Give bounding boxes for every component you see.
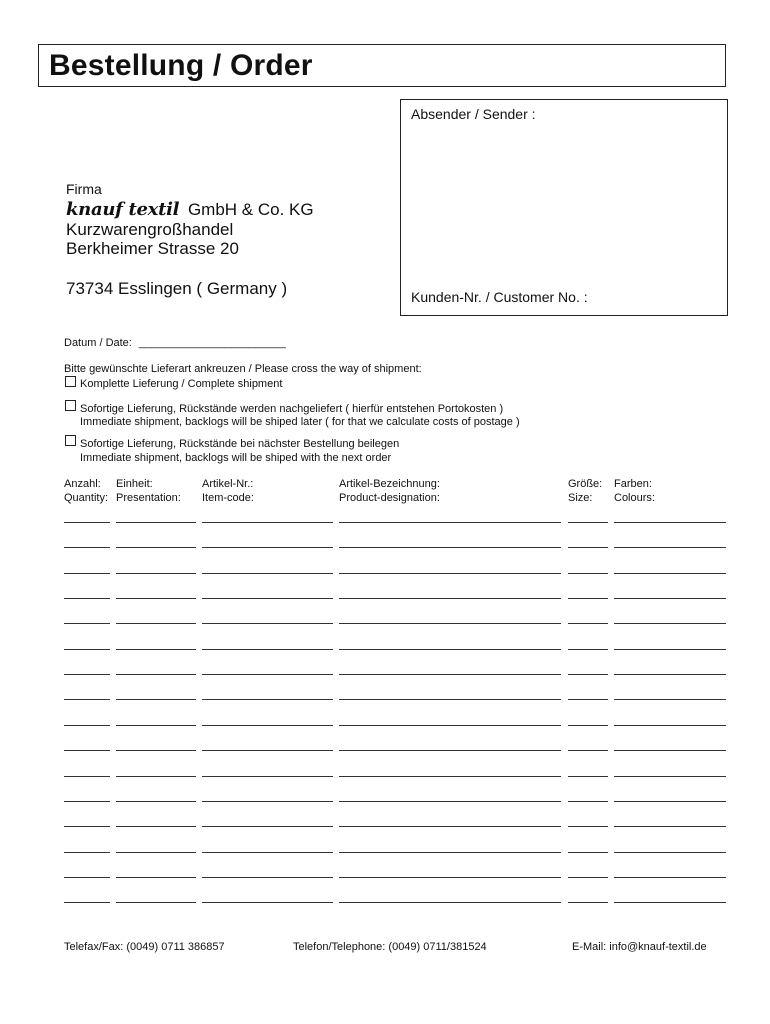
quantity-field[interactable] bbox=[64, 547, 110, 548]
presentation-field[interactable] bbox=[116, 902, 196, 903]
quantity-field[interactable] bbox=[64, 699, 110, 700]
shipment-instruction: Bitte gewünschte Lieferart ankreuzen / Please cross the way of shipment: bbox=[64, 363, 422, 375]
shipment-backlog-next-checkbox[interactable] bbox=[65, 435, 76, 446]
product-designation-field[interactable] bbox=[339, 547, 561, 548]
brand-logo: knauf textil bbox=[66, 199, 180, 220]
sender-label: Absender / Sender : bbox=[411, 106, 536, 122]
presentation-field[interactable] bbox=[116, 852, 196, 853]
footer-phone: Telefon/Telephone: (0049) 0711/381524 bbox=[293, 941, 487, 953]
quantity-field[interactable] bbox=[64, 573, 110, 574]
quantity-field[interactable] bbox=[64, 877, 110, 878]
item-code-field[interactable] bbox=[202, 902, 333, 903]
quantity-field[interactable] bbox=[64, 776, 110, 777]
shipment-option-backlog-later: Sofortige Lieferung, Rückstände werden nachgeliefert ( hierfür entstehen Portokosten ) bbox=[80, 403, 504, 415]
shipment-option-complete: Komplette Lieferung / Complete shipment bbox=[80, 378, 283, 390]
presentation-field[interactable] bbox=[116, 547, 196, 548]
shipment-option-backlog-next-en: Immediate shipment, backlogs will be shiped with the next order bbox=[80, 452, 392, 464]
customer-number-label: Kunden-Nr. / Customer No. : bbox=[411, 289, 588, 305]
item-code-field[interactable] bbox=[202, 877, 333, 878]
colours-field[interactable] bbox=[614, 725, 726, 726]
quantity-field[interactable] bbox=[64, 750, 110, 751]
order-line-row bbox=[0, 649, 770, 651]
size-field[interactable] bbox=[568, 852, 608, 853]
product-designation-field[interactable] bbox=[339, 725, 561, 726]
size-field[interactable] bbox=[568, 522, 608, 523]
colours-field[interactable] bbox=[614, 852, 726, 853]
quantity-field[interactable] bbox=[64, 598, 110, 599]
size-field[interactable] bbox=[568, 623, 608, 624]
colours-field[interactable] bbox=[614, 776, 726, 777]
product-designation-field[interactable] bbox=[339, 674, 561, 675]
colours-field[interactable] bbox=[614, 877, 726, 878]
colours-field[interactable] bbox=[614, 573, 726, 574]
order-line-row bbox=[0, 902, 770, 904]
company-city: 73734 Esslingen ( Germany ) bbox=[66, 279, 288, 298]
presentation-field[interactable] bbox=[116, 801, 196, 802]
order-line-row bbox=[0, 776, 770, 778]
order-line-row bbox=[0, 522, 770, 524]
presentation-field[interactable] bbox=[116, 699, 196, 700]
item-code-field[interactable] bbox=[202, 801, 333, 802]
size-field[interactable] bbox=[568, 598, 608, 599]
quantity-field[interactable] bbox=[64, 725, 110, 726]
presentation-field[interactable] bbox=[116, 750, 196, 751]
presentation-field[interactable] bbox=[116, 826, 196, 827]
item-code-field[interactable] bbox=[202, 547, 333, 548]
column-header-product-designation: Artikel-Bezeichnung: Product-designation: bbox=[339, 478, 440, 504]
item-code-field[interactable] bbox=[202, 623, 333, 624]
colours-field[interactable] bbox=[614, 902, 726, 903]
product-designation-field[interactable] bbox=[339, 573, 561, 574]
quantity-field[interactable] bbox=[64, 852, 110, 853]
order-line-row bbox=[0, 623, 770, 625]
company-legal-form: GmbH & Co. KG bbox=[187, 200, 314, 219]
quantity-field[interactable] bbox=[64, 649, 110, 650]
size-field[interactable] bbox=[568, 674, 608, 675]
size-field[interactable] bbox=[568, 649, 608, 650]
size-field[interactable] bbox=[568, 826, 608, 827]
item-code-field[interactable] bbox=[202, 826, 333, 827]
colours-field[interactable] bbox=[614, 699, 726, 700]
order-line-row bbox=[0, 826, 770, 828]
item-code-field[interactable] bbox=[202, 852, 333, 853]
product-designation-field[interactable] bbox=[339, 699, 561, 700]
item-code-field[interactable] bbox=[202, 776, 333, 777]
shipment-complete-checkbox[interactable] bbox=[65, 376, 76, 387]
date-label: Datum / Date: bbox=[64, 337, 132, 349]
product-designation-field[interactable] bbox=[339, 877, 561, 878]
item-code-field[interactable] bbox=[202, 699, 333, 700]
product-designation-field[interactable] bbox=[339, 598, 561, 599]
company-line2: Kurzwarengroßhandel bbox=[66, 220, 234, 239]
presentation-field[interactable] bbox=[116, 877, 196, 878]
presentation-field[interactable] bbox=[116, 649, 196, 650]
colours-field[interactable] bbox=[614, 547, 726, 548]
colours-field[interactable] bbox=[614, 674, 726, 675]
product-designation-field[interactable] bbox=[339, 776, 561, 777]
size-field[interactable] bbox=[568, 725, 608, 726]
size-field[interactable] bbox=[568, 547, 608, 548]
product-designation-field[interactable] bbox=[339, 801, 561, 802]
shipment-option-backlog-next: Sofortige Lieferung, Rückstände bei nächster Bestellung beilegen bbox=[80, 438, 400, 450]
size-field[interactable] bbox=[568, 699, 608, 700]
size-field[interactable] bbox=[568, 801, 608, 802]
size-field[interactable] bbox=[568, 776, 608, 777]
date-field[interactable]: ________________________ bbox=[138, 337, 286, 349]
quantity-field[interactable] bbox=[64, 522, 110, 523]
date-row bbox=[64, 337, 286, 349]
order-line-row bbox=[0, 852, 770, 854]
footer-email: E-Mail: info@knauf-textil.de bbox=[572, 941, 707, 953]
quantity-field[interactable] bbox=[64, 826, 110, 827]
colours-field[interactable] bbox=[614, 623, 726, 624]
order-line-row bbox=[0, 801, 770, 803]
shipment-backlog-later-checkbox[interactable] bbox=[65, 400, 76, 411]
sender-box[interactable] bbox=[400, 99, 728, 316]
item-code-field[interactable] bbox=[202, 598, 333, 599]
order-line-row bbox=[0, 547, 770, 549]
size-field[interactable] bbox=[568, 902, 608, 903]
presentation-field[interactable] bbox=[116, 623, 196, 624]
size-field[interactable] bbox=[568, 877, 608, 878]
order-line-row bbox=[0, 877, 770, 879]
order-line-row bbox=[0, 598, 770, 600]
quantity-field[interactable] bbox=[64, 801, 110, 802]
firma-label: Firma bbox=[66, 181, 102, 197]
size-field[interactable] bbox=[568, 573, 608, 574]
item-code-field[interactable] bbox=[202, 649, 333, 650]
colours-field[interactable] bbox=[614, 801, 726, 802]
product-designation-field[interactable] bbox=[339, 649, 561, 650]
quantity-field[interactable] bbox=[64, 623, 110, 624]
quantity-field[interactable] bbox=[64, 902, 110, 903]
column-header-quantity: Anzahl: Quantity: bbox=[64, 478, 109, 504]
order-line-row bbox=[0, 674, 770, 676]
item-code-field[interactable] bbox=[202, 573, 333, 574]
presentation-field[interactable] bbox=[116, 598, 196, 599]
page-title: Bestellung / Order bbox=[49, 49, 313, 82]
product-designation-field[interactable] bbox=[339, 522, 561, 523]
item-code-field[interactable] bbox=[202, 725, 333, 726]
colours-field[interactable] bbox=[614, 649, 726, 650]
item-code-field[interactable] bbox=[202, 674, 333, 675]
column-header-presentation: Einheit: Presentation: bbox=[116, 478, 181, 504]
title-box bbox=[38, 44, 726, 87]
order-line-row bbox=[0, 725, 770, 727]
product-designation-field[interactable] bbox=[339, 852, 561, 853]
product-designation-field[interactable] bbox=[339, 826, 561, 827]
colours-field[interactable] bbox=[614, 750, 726, 751]
product-designation-field[interactable] bbox=[339, 750, 561, 751]
presentation-field[interactable] bbox=[116, 776, 196, 777]
company-street: Berkheimer Strasse 20 bbox=[66, 239, 239, 258]
footer-fax: Telefax/Fax: (0049) 0711 386857 bbox=[64, 941, 225, 953]
order-line-row bbox=[0, 573, 770, 575]
presentation-field[interactable] bbox=[116, 522, 196, 523]
order-line-row bbox=[0, 750, 770, 752]
colours-field[interactable] bbox=[614, 522, 726, 523]
company-name bbox=[66, 199, 314, 220]
order-line-row bbox=[0, 699, 770, 701]
colours-field[interactable] bbox=[614, 598, 726, 599]
colours-field[interactable] bbox=[614, 826, 726, 827]
presentation-field[interactable] bbox=[116, 573, 196, 574]
column-header-item-code: Artikel-Nr.: Item-code: bbox=[202, 478, 254, 504]
product-designation-field[interactable] bbox=[339, 623, 561, 624]
column-header-size: Größe: Size: bbox=[568, 478, 603, 504]
product-designation-field[interactable] bbox=[339, 902, 561, 903]
quantity-field[interactable] bbox=[64, 674, 110, 675]
item-code-field[interactable] bbox=[202, 750, 333, 751]
shipment-option-backlog-later-en: Immediate shipment, backlogs will be shiped later ( for that we calculate costs of postage ) bbox=[80, 416, 520, 428]
presentation-field[interactable] bbox=[116, 725, 196, 726]
item-code-field[interactable] bbox=[202, 522, 333, 523]
size-field[interactable] bbox=[568, 750, 608, 751]
column-header-colours: Farben: Colours: bbox=[614, 478, 655, 504]
presentation-field[interactable] bbox=[116, 674, 196, 675]
